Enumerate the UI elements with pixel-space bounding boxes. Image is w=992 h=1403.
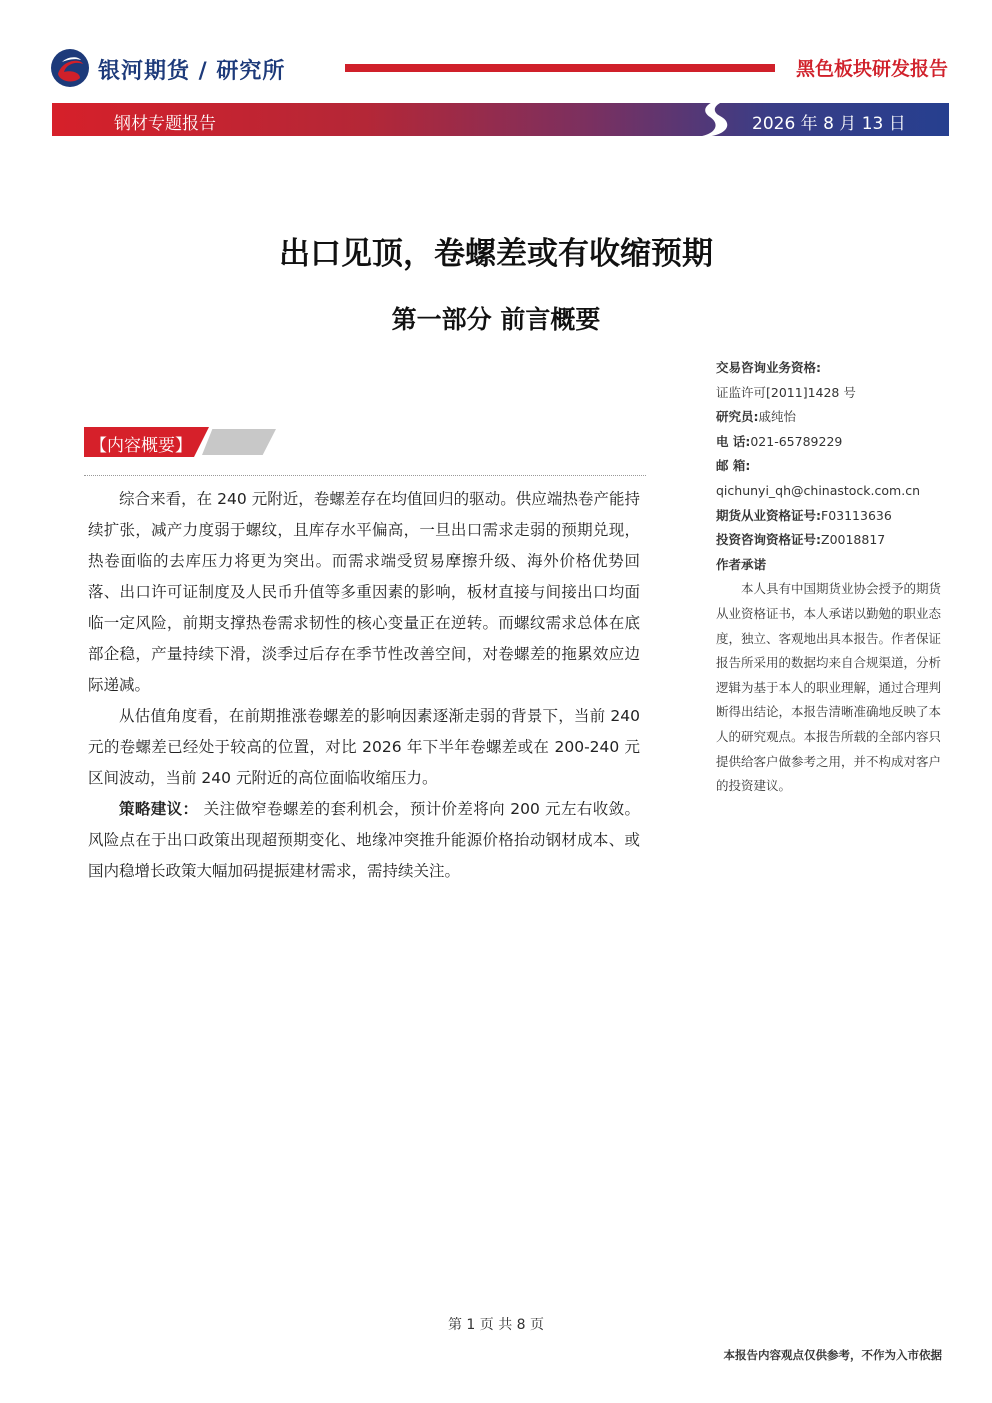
phone-label: 电 话: [716,433,751,449]
investment-license-label: 投资咨询资格证号: [716,532,821,548]
report-category: 钢材专题报告 [114,114,216,134]
header-banner [52,103,949,136]
futures-license-label: 期货从业资格证号: [716,507,821,523]
tag-decoration [202,429,276,455]
report-date: 2026 年 8 月 13 日 [752,114,906,134]
phone-value: 021-65789229 [750,433,843,449]
divider [84,475,646,476]
summary-paragraph: 综合来看，在 240 元附近，卷螺差存在均值回归的驱动。供应端热卷产能持续扩张，减产力度弱于螺纹，且库存水平偏高，一旦出口需求走弱的预期兑现，热卷面临的去库压力将更为突出。而需求端受贸易摩擦升级、海外价格优势回落、出口许可证制度及人民币升值等多重因素的影响，板材直接与间接出口均面临一定风险，前期支撑热卷需求韧性的核心变量正在逆转。而螺纹需求总体在底部企稳，产量持续下滑，淡季过后存在季节性改善空间，对卷螺差的拖累效应边际递减。 [88,490,640,694]
email-link[interactable]: qichunyi_qh@chinastock.com.cn [716,482,920,498]
summary-tag-label: 【内容概要】 [90,436,192,456]
qualification-value: 证监许可[2011]1428 号 [716,384,856,400]
swirl-icon [670,97,760,139]
commitment-text: 本人具有中国期货业协会授予的期货从业资格证书，本人承诺以勤勉的职业态度，独立、客观地出具本报告。作者保证报告所采用的数据均来自合规渠道，分析逻辑为基于本人的职业理解，通过合理判断得出结论，本报告清晰准确地反映了本人的研究观点。本报告所载的全部内容只提供给客户做参考之用，并不构成对客户的投资建议。 [716,581,942,794]
summary-body [88,484,640,887]
galaxy-logo-icon [50,48,90,88]
strategy-label: 策略建议： [119,800,199,818]
report-type: 黑色板块研发报告 [795,58,948,80]
brand-logo [50,46,380,90]
researcher-name: 戚纯怡 [758,409,797,425]
header-rule [345,64,775,72]
summary-paragraph: 从估值角度看，在前期推涨卷螺差的影响因素逐渐走弱的背景下，当前 240 元的卷螺差已经处于较高的位置，对比 2026 年下半年卷螺差或在 200-240 元区间波动，当前 240 元附近的高位面临收缩压力。 [88,707,640,787]
sidebar [716,356,941,799]
email-label: 邮 箱: [716,458,751,474]
brand-name: 银河期货 / 研究所 [98,59,286,84]
investment-license-value: Z0018817 [821,532,886,548]
summary-tag [84,427,276,457]
report-title: 出口见顶，卷螺差或有收缩预期 [279,236,713,272]
futures-license-value: F03113636 [821,507,892,523]
section-title: 第一部分 前言概要 [391,305,601,334]
qualification-label: 交易咨询业务资格: [716,360,821,375]
strategy-text: 关注做窄卷螺差的套利机会，预计价差将向 200 元左右收敛。风险点在于出口政策出现超预期变化、地缘冲突推升能源价格抬动钢材成本、或国内稳增长政策大幅加码提振建材需求，需持续关注。 [88,800,640,880]
researcher-label: 研究员: [716,409,759,425]
strategy-paragraph [88,794,640,887]
disclaimer: 本报告内容观点仅供参考，不作为入市依据 [723,1348,942,1362]
commitment-label: 作者承诺 [716,556,767,572]
page-number: 第 1 页 共 8 页 [447,1317,545,1333]
